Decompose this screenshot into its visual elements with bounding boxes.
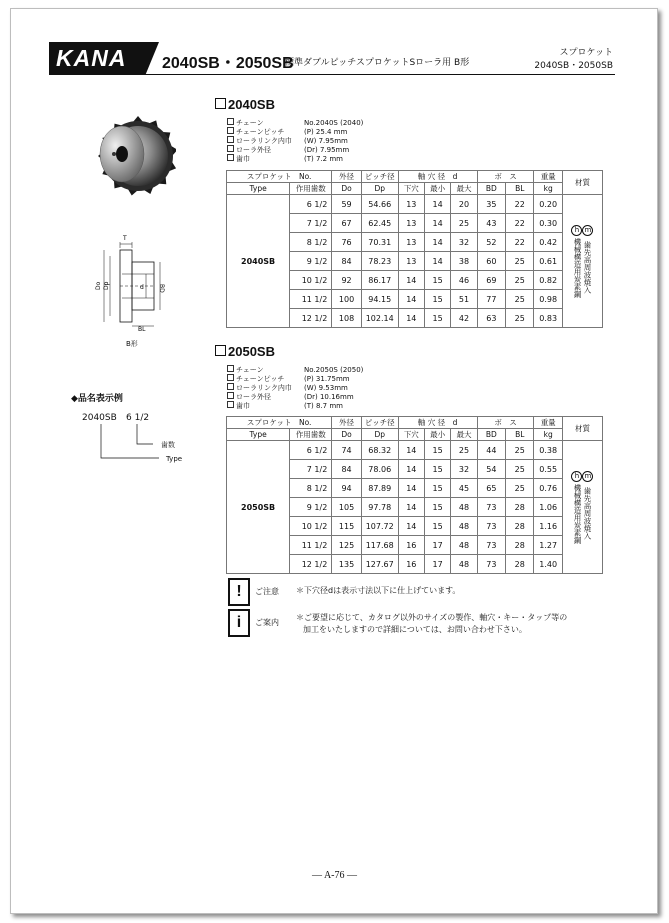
th-od-jp: 外径	[332, 171, 361, 183]
table-cell: 28	[506, 536, 534, 555]
table-cell: 86.17	[361, 271, 398, 290]
table-cell: 1.40	[534, 555, 562, 574]
table-cell: 0.76	[534, 479, 562, 498]
table-cell: 11 1/2	[290, 290, 332, 309]
treatment-text: 歯先高周波焼入	[582, 487, 592, 540]
table-cell: 77	[477, 290, 505, 309]
th-type: Type	[227, 183, 290, 195]
th-od-jp: 外径	[332, 417, 361, 429]
table-cell: 25	[506, 479, 534, 498]
table-cell: 0.30	[534, 214, 562, 233]
th-max: 最大	[451, 429, 477, 441]
table-cell: 8 1/2	[290, 233, 332, 252]
table-cell: 0.98	[534, 290, 562, 309]
table-cell: 9 1/2	[290, 252, 332, 271]
th-teeth: 作用歯数	[290, 429, 332, 441]
table-cell: 14	[398, 479, 424, 498]
table-cell: 14	[398, 517, 424, 536]
table-cell: 15	[424, 479, 450, 498]
th-boss: ボ ス	[477, 417, 534, 429]
spec-row: ローラ外径 (Dr) 10.16mm	[227, 392, 363, 401]
table-cell: 16	[398, 555, 424, 574]
table-cell: 14	[398, 309, 424, 328]
table-cell: 117.68	[361, 536, 398, 555]
table-cell: 74	[332, 441, 361, 460]
table-cell: 84	[332, 460, 361, 479]
table-cell: 1.27	[534, 536, 562, 555]
table-cell: 22	[506, 214, 534, 233]
th-pilot: 下穴	[398, 183, 424, 195]
table-cell: 78.06	[361, 460, 398, 479]
table-cell: 25	[506, 290, 534, 309]
spec-row: チェーン No.2040S (2040)	[227, 118, 363, 127]
table-cell: 105	[332, 498, 361, 517]
material-cell	[562, 441, 602, 574]
table-cell: 17	[424, 536, 450, 555]
table-cell: 92	[332, 271, 361, 290]
spec-list-2040sb	[227, 118, 363, 163]
th-weight-jp: 重量	[534, 417, 562, 429]
example-label-teeth: 歯数	[161, 441, 175, 449]
table-cell: 67	[332, 214, 361, 233]
table-cell: 0.83	[534, 309, 562, 328]
heat-treat-m-icon: m	[582, 225, 593, 236]
th-weight: kg	[534, 429, 562, 441]
table-cell: 135	[332, 555, 361, 574]
info-icon: i	[228, 609, 250, 637]
heat-treat-h-icon: h	[571, 471, 582, 482]
table-row	[227, 195, 603, 214]
th-weight: kg	[534, 183, 562, 195]
table-cell: 25	[506, 441, 534, 460]
table-cell: 0.55	[534, 460, 562, 479]
table-cell: 22	[506, 233, 534, 252]
dim-label-d: d	[140, 284, 144, 291]
table-cell: 62.45	[361, 214, 398, 233]
table-cell: 14	[424, 233, 450, 252]
table-cell: 0.20	[534, 195, 562, 214]
table-cell: 43	[477, 214, 505, 233]
th-pd: Dp	[361, 183, 398, 195]
table-cell: 11 1/2	[290, 536, 332, 555]
table-cell: 87.89	[361, 479, 398, 498]
th-bl: BL	[506, 429, 534, 441]
th-bore: 軸 穴 径 d	[398, 417, 477, 429]
section-title-2050sb: 2050SB	[215, 344, 275, 359]
table-cell: 42	[451, 309, 477, 328]
material-cell	[562, 195, 602, 328]
spec-row: 歯巾 (T) 8.7 mm	[227, 401, 363, 410]
spec-row: チェーンピッチ (P) 25.4 mm	[227, 127, 363, 136]
th-pd: Dp	[361, 429, 398, 441]
table-cell: 10 1/2	[290, 517, 332, 536]
table-cell: 54.66	[361, 195, 398, 214]
table-cell: 25	[506, 460, 534, 479]
table-cell: 63	[477, 309, 505, 328]
table-cell: 76	[332, 233, 361, 252]
table-cell: 46	[451, 271, 477, 290]
example-code-type: 2040SB	[82, 413, 117, 423]
heat-treat-m-icon: m	[582, 471, 593, 482]
table-cell: 70.31	[361, 233, 398, 252]
table-cell: 25	[506, 309, 534, 328]
spec-row: ローラ外径 (Dr) 7.95mm	[227, 145, 363, 154]
table-cell: 127.67	[361, 555, 398, 574]
table-cell: 12 1/2	[290, 555, 332, 574]
caution-label: ご注意	[255, 587, 279, 596]
table-cell: 14	[424, 195, 450, 214]
page-title: 2040SB・2050SB	[162, 55, 294, 72]
table-cell: 25	[506, 271, 534, 290]
treatment-text: 歯先高周波焼入	[582, 241, 592, 294]
th-boss: ボ ス	[477, 171, 534, 183]
table-cell: 14	[398, 460, 424, 479]
table-cell: 15	[424, 517, 450, 536]
dim-label-dp: Dp	[103, 281, 110, 290]
th-sprocket-no: スプロケット No.	[227, 171, 332, 183]
table-cell: 59	[332, 195, 361, 214]
table-cell: 125	[332, 536, 361, 555]
th-od: Do	[332, 183, 361, 195]
table-cell: 48	[451, 517, 477, 536]
brand-logo: KANA	[56, 45, 127, 71]
th-pd-jp: ピッチ径	[361, 171, 398, 183]
table-cell: 13	[398, 214, 424, 233]
table-cell: 22	[506, 195, 534, 214]
table-cell: 17	[424, 555, 450, 574]
table-cell: 16	[398, 536, 424, 555]
info-text: ＊ご要望に応じて、カタログ以外のサイズの製作、軸穴・キー・タップ等の	[296, 613, 568, 622]
th-min: 最小	[424, 429, 450, 441]
table-cell: 65	[477, 479, 505, 498]
th-teeth: 作用歯数	[290, 183, 332, 195]
example-label-type: Type	[166, 455, 183, 463]
table-cell: 60	[477, 252, 505, 271]
table-cell: 94	[332, 479, 361, 498]
table-cell: 15	[424, 498, 450, 517]
spec-row: ローラリンク内巾 (W) 7.95mm	[227, 136, 363, 145]
table-cell: 14	[424, 252, 450, 271]
spec-table-2050sb	[226, 416, 603, 574]
section-title-2040sb: 2040SB	[215, 97, 275, 112]
th-min: 最小	[424, 183, 450, 195]
spec-row: 歯巾 (T) 7.2 mm	[227, 154, 363, 163]
category-label: スプロケット	[559, 48, 613, 58]
table-cell: 48	[451, 536, 477, 555]
spec-row: ローラリンク内巾 (W) 9.53mm	[227, 383, 363, 392]
table-cell: 78.23	[361, 252, 398, 271]
th-material: 材質	[562, 417, 602, 441]
th-bore: 軸 穴 径 d	[398, 171, 477, 183]
table-cell: 108	[332, 309, 361, 328]
table-cell: 14	[398, 290, 424, 309]
th-bd: BD	[477, 429, 505, 441]
table-cell: 13	[398, 233, 424, 252]
table-cell: 102.14	[361, 309, 398, 328]
th-pilot: 下穴	[398, 429, 424, 441]
table-cell: 0.82	[534, 271, 562, 290]
table-cell: 14	[398, 498, 424, 517]
table-cell: 25	[451, 214, 477, 233]
table-row	[227, 441, 603, 460]
table-cell: 115	[332, 517, 361, 536]
type-cell: 2050SB	[227, 441, 290, 574]
info-label: ご案内	[255, 618, 279, 627]
table-cell: 0.38	[534, 441, 562, 460]
table-cell: 6 1/2	[290, 441, 332, 460]
table-cell: 28	[506, 498, 534, 517]
table-cell: 8 1/2	[290, 479, 332, 498]
table-cell: 69	[477, 271, 505, 290]
table-cell: 28	[506, 555, 534, 574]
table-cell: 1.16	[534, 517, 562, 536]
table-cell: 54	[477, 460, 505, 479]
table-cell: 15	[424, 441, 450, 460]
dim-label-t: T	[123, 235, 127, 242]
table-cell: 28	[506, 517, 534, 536]
table-cell: 10 1/2	[290, 271, 332, 290]
table-cell: 51	[451, 290, 477, 309]
table-cell: 14	[424, 214, 450, 233]
caution-icon: !	[228, 578, 250, 606]
th-material: 材質	[562, 171, 602, 195]
th-max: 最大	[451, 183, 477, 195]
sprocket-photo-icon	[92, 106, 176, 202]
table-cell: 12 1/2	[290, 309, 332, 328]
table-cell: 73	[477, 536, 505, 555]
dim-label-bd: BD	[158, 284, 165, 293]
table-cell: 32	[451, 233, 477, 252]
table-cell: 38	[451, 252, 477, 271]
table-cell: 14	[398, 441, 424, 460]
th-bl: BL	[506, 183, 534, 195]
table-cell: 25	[506, 252, 534, 271]
page-subtitle: 標準ダブルピッチスプロケットSローラ用 B形	[285, 58, 470, 68]
table-cell: 9 1/2	[290, 498, 332, 517]
spec-row: チェーンピッチ (P) 31.75mm	[227, 374, 363, 383]
table-cell: 52	[477, 233, 505, 252]
spec-table-2040sb	[226, 170, 603, 328]
caution-text: ＊下穴径dは表示寸法以下に仕上げています。	[296, 586, 461, 595]
table-cell: 15	[424, 290, 450, 309]
table-cell: 7 1/2	[290, 460, 332, 479]
table-cell: 48	[451, 555, 477, 574]
table-cell: 73	[477, 555, 505, 574]
table-cell: 45	[451, 479, 477, 498]
table-cell: 35	[477, 195, 505, 214]
th-weight-jp: 重量	[534, 171, 562, 183]
diagram-caption: B形	[126, 340, 138, 348]
table-cell: 44	[477, 441, 505, 460]
material-text: 機械構造用炭素鋼	[572, 237, 582, 298]
material-text: 機械構造用炭素鋼	[572, 483, 582, 544]
table-cell: 68.32	[361, 441, 398, 460]
table-cell: 13	[398, 195, 424, 214]
category-models: 2040SB・2050SB	[534, 61, 613, 71]
table-cell: 15	[424, 271, 450, 290]
info-text-line2: 加工をいたしますので詳細については、お問い合わせ下さい。	[303, 625, 527, 634]
header-rule	[49, 74, 615, 75]
example-code-teeth: 6 1/2	[126, 413, 150, 423]
table-cell: 48	[451, 498, 477, 517]
dim-label-do: Do	[95, 281, 102, 290]
spec-row: チェーン No.2050S (2050)	[227, 365, 363, 374]
table-cell: 100	[332, 290, 361, 309]
dimension-diagram	[82, 232, 182, 332]
example-leader-lines	[95, 424, 165, 464]
heat-treat-h-icon: h	[571, 225, 582, 236]
th-bd: BD	[477, 183, 505, 195]
th-pd-jp: ピッチ径	[361, 417, 398, 429]
table-cell: 6 1/2	[290, 195, 332, 214]
type-cell: 2040SB	[227, 195, 290, 328]
table-cell: 20	[451, 195, 477, 214]
table-cell: 1.06	[534, 498, 562, 517]
table-cell: 73	[477, 498, 505, 517]
table-cell: 7 1/2	[290, 214, 332, 233]
table-cell: 107.72	[361, 517, 398, 536]
table-cell: 0.42	[534, 233, 562, 252]
table-cell: 32	[451, 460, 477, 479]
table-cell: 84	[332, 252, 361, 271]
th-sprocket-no: スプロケット No.	[227, 417, 332, 429]
table-cell: 73	[477, 517, 505, 536]
table-cell: 94.15	[361, 290, 398, 309]
th-od: Do	[332, 429, 361, 441]
dim-label-bl: BL	[138, 326, 146, 332]
table-cell: 0.61	[534, 252, 562, 271]
table-cell: 13	[398, 252, 424, 271]
th-type: Type	[227, 429, 290, 441]
table-cell: 15	[424, 309, 450, 328]
table-cell: 97.78	[361, 498, 398, 517]
example-title: ◆品名表示例	[71, 394, 123, 404]
spec-list-2050sb	[227, 365, 363, 410]
table-cell: 15	[424, 460, 450, 479]
table-cell: 25	[451, 441, 477, 460]
table-cell: 14	[398, 271, 424, 290]
page-number: — A-76 —	[312, 870, 357, 881]
